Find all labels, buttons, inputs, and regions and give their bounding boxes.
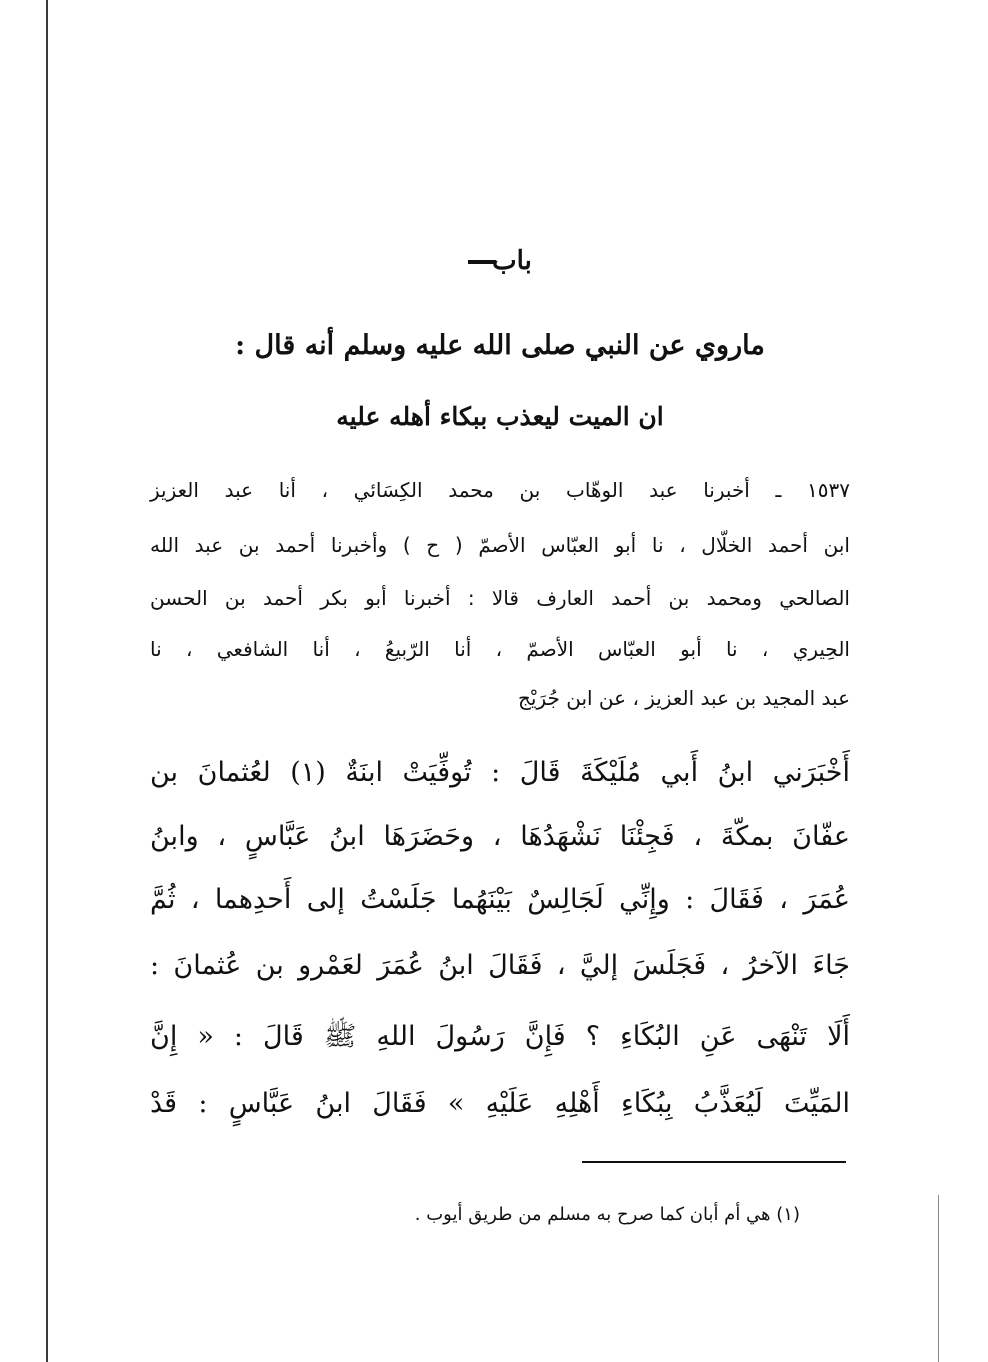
footnote-separator — [582, 1161, 846, 1163]
matn-line: جَاءَ الآخرُ ، فَجَلَسَ إليَّ ، فَقَالَ ابنُ عُمَرَ لعَمْرو بن عُثمانَ : — [150, 950, 850, 981]
isnad-line: الحِيري ، نا أبو العبّاس الأصمّ ، أنا الرّبيعُ ، أنا الشافعي ، نا — [150, 637, 850, 661]
matn-line: أَخْبَرَني ابنُ أَبي مُلَيْكَةَ قَالَ : تُوفِّيَتْ ابنَةٌ (١) لعُثمانَ بن — [150, 757, 850, 788]
isnad-line: عبد المجيد بن عبد العزيز ، عن ابن جُرَيْج — [517, 686, 850, 710]
chapter-title-line-1: ماروي عن النبي صلى الله عليه وسلم أنه قال : — [235, 330, 765, 361]
page-right-edge — [938, 1195, 939, 1362]
matn-line: المَيِّتَ لَيُعَذَّبُ بِبُكَاءِ أَهْلِهِ عَلَيْهِ » فَقَالَ ابنُ عَبَّاسٍ : قَدْ — [150, 1088, 850, 1119]
isnad-line: ١٥٣٧ ـ أخبرنا عبد الوهّاب بن محمد الكِسَائي ، أنا عبد العزيز — [150, 478, 850, 502]
matn-line: عفّانَ بمكّةَ ، فَجِئْنَا نَشْهَدُهَا ، وحَضَرَهَا ابنُ عَبَّاسٍ ، وابنُ — [150, 821, 850, 852]
isnad-line: الصالحي ومحمد بن أحمد العارف قالا : أخبرنا أبو بكر أحمد بن الحسن — [150, 586, 850, 610]
isnad-line: ابن أحمد الخلّال ، نا أبو العبّاس الأصمّ ( ح ) وأخبرنا أحمد بن عبد الله — [150, 533, 850, 557]
page-left-edge — [46, 0, 48, 1362]
chapter-heading — [420, 246, 580, 276]
footnote: (١) هي أم أبان كما صرح به مسلم من طريق أيوب . — [414, 1204, 800, 1225]
chapter-title-line-2: ان الميت ليعذب ببكاء أهله عليه — [336, 402, 664, 431]
chapter-heading-text: باب — [492, 246, 532, 276]
matn-line: عُمَرَ ، فَقَالَ : وإِنِّي لَجَالِسٌ بَيْنَهُما جَلَسْتُ إلى أَحدِهما ، ثُمَّ — [150, 884, 850, 915]
matn-line: أَلَا تَنْهَى عَنِ البُكَاءِ ؟ فَإِنَّ رَسُولَ اللهِ ﷺ قَالَ : « إِنَّ — [150, 1021, 850, 1052]
